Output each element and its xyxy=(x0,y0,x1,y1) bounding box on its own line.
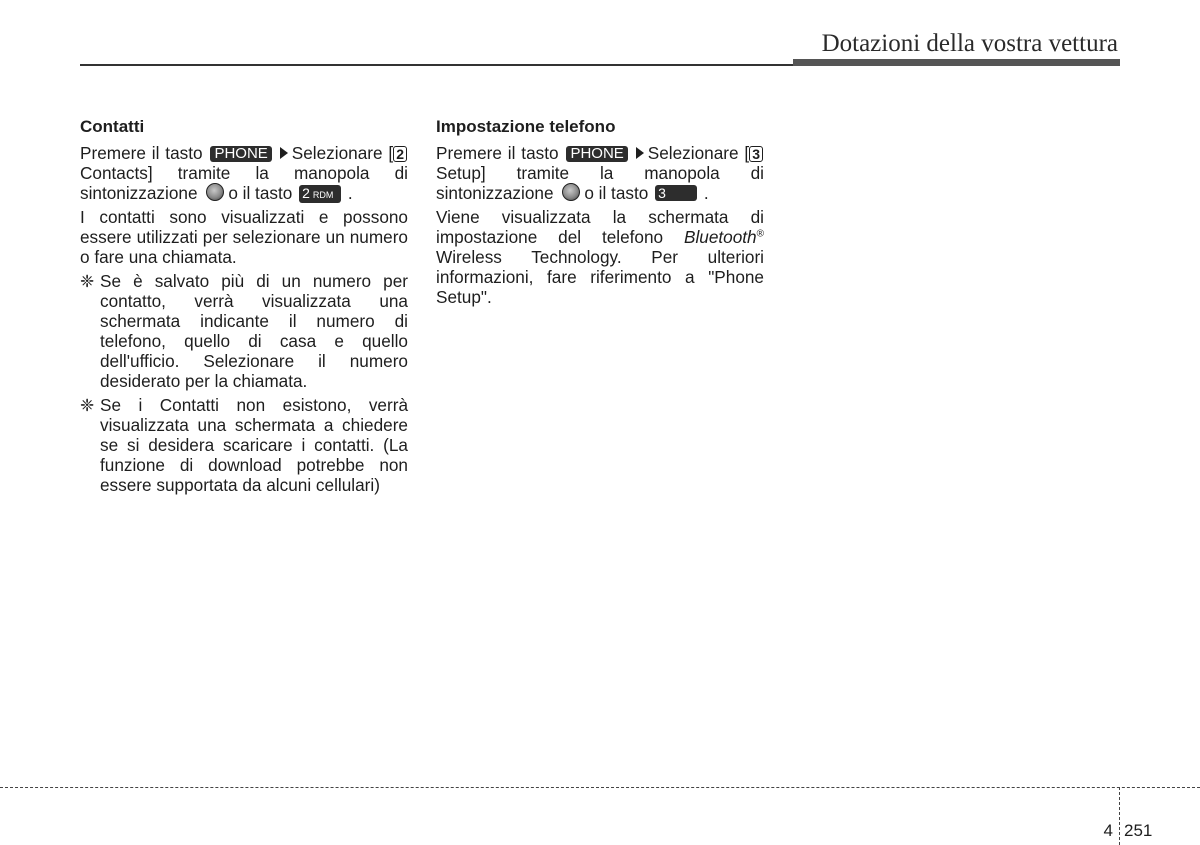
text: Premere il tasto xyxy=(80,143,203,163)
chapter-number: 4 xyxy=(1103,821,1113,840)
text: Selezionare [ xyxy=(647,143,750,163)
section-heading-impostazione: Impostazione telefono xyxy=(436,117,616,136)
number-3-icon: 3 xyxy=(749,146,763,162)
footer-dashed-divider xyxy=(1119,787,1120,845)
key-3-icon: 3 xyxy=(655,185,697,201)
text: Premere il tasto xyxy=(436,143,559,163)
registered-mark: ® xyxy=(756,228,764,240)
left-column xyxy=(80,117,408,499)
phone-key-icon: PHONE xyxy=(210,146,271,162)
note-mark-icon: ❈ xyxy=(80,271,95,291)
arrow-right-icon xyxy=(280,147,288,159)
note-item xyxy=(80,395,408,495)
header-rule-thick xyxy=(793,59,1120,66)
text: Contacts] tramite la manopola di sintonizzazione xyxy=(80,163,408,203)
section-heading-contatti: Contatti xyxy=(80,117,145,136)
text: o il tasto xyxy=(584,183,649,203)
tune-knob-icon xyxy=(562,183,580,201)
key-main-label: 2 xyxy=(302,185,310,201)
paragraph-setup-instructions xyxy=(436,143,764,203)
tune-knob-icon xyxy=(206,183,224,201)
key-2-rdm-icon xyxy=(299,185,341,203)
note-text: Se è salvato più di un numero per contatto, verrà visualizzata una schermata indicante il numero di telefono, quello di casa e quello dell'ufficio. Selezionare il numero desiderato per la chiamata. xyxy=(100,271,408,391)
text: o il tasto xyxy=(228,183,293,203)
text: . xyxy=(703,183,709,203)
text: Setup] tramite la manopola di sintonizzazione xyxy=(436,163,764,203)
header-rule-thin xyxy=(80,64,795,66)
key-sub-label: RDM xyxy=(312,190,334,200)
note-mark-icon: ❈ xyxy=(80,395,95,415)
right-column xyxy=(436,117,764,311)
page-number: 251 xyxy=(1124,821,1153,840)
paragraph-contatti-description: I contatti sono visualizzati e possono essere utilizzati per selezionare un numero o fare una chiamata. xyxy=(80,207,408,267)
text: Viene visualizzata la schermata di impostazione del telefono xyxy=(436,207,764,247)
paragraph-contatti-instructions xyxy=(80,143,408,203)
text: Wireless Technology. Per ulteriori informazioni, fare riferimento a "Phone Setup". xyxy=(436,247,764,307)
note-text: Se i Contatti non esistono, verrà visualizzata una schermata a chiedere se si desidera scaricare i contatti. (La funzione di download potrebbe non essere supportata da alcuni cellulari) xyxy=(100,395,408,495)
paragraph-setup-description xyxy=(436,207,764,307)
text: Selezionare [ xyxy=(291,143,394,163)
note-item xyxy=(80,271,408,391)
phone-key-icon: PHONE xyxy=(566,146,627,162)
text: . xyxy=(347,183,353,203)
page-header-title: Dotazioni della vostra vettura xyxy=(821,30,1118,57)
bluetooth-brand: Bluetooth xyxy=(683,227,757,247)
number-2-icon: 2 xyxy=(393,146,407,162)
arrow-right-icon xyxy=(636,147,644,159)
footer-dashed-rule xyxy=(0,787,1200,788)
